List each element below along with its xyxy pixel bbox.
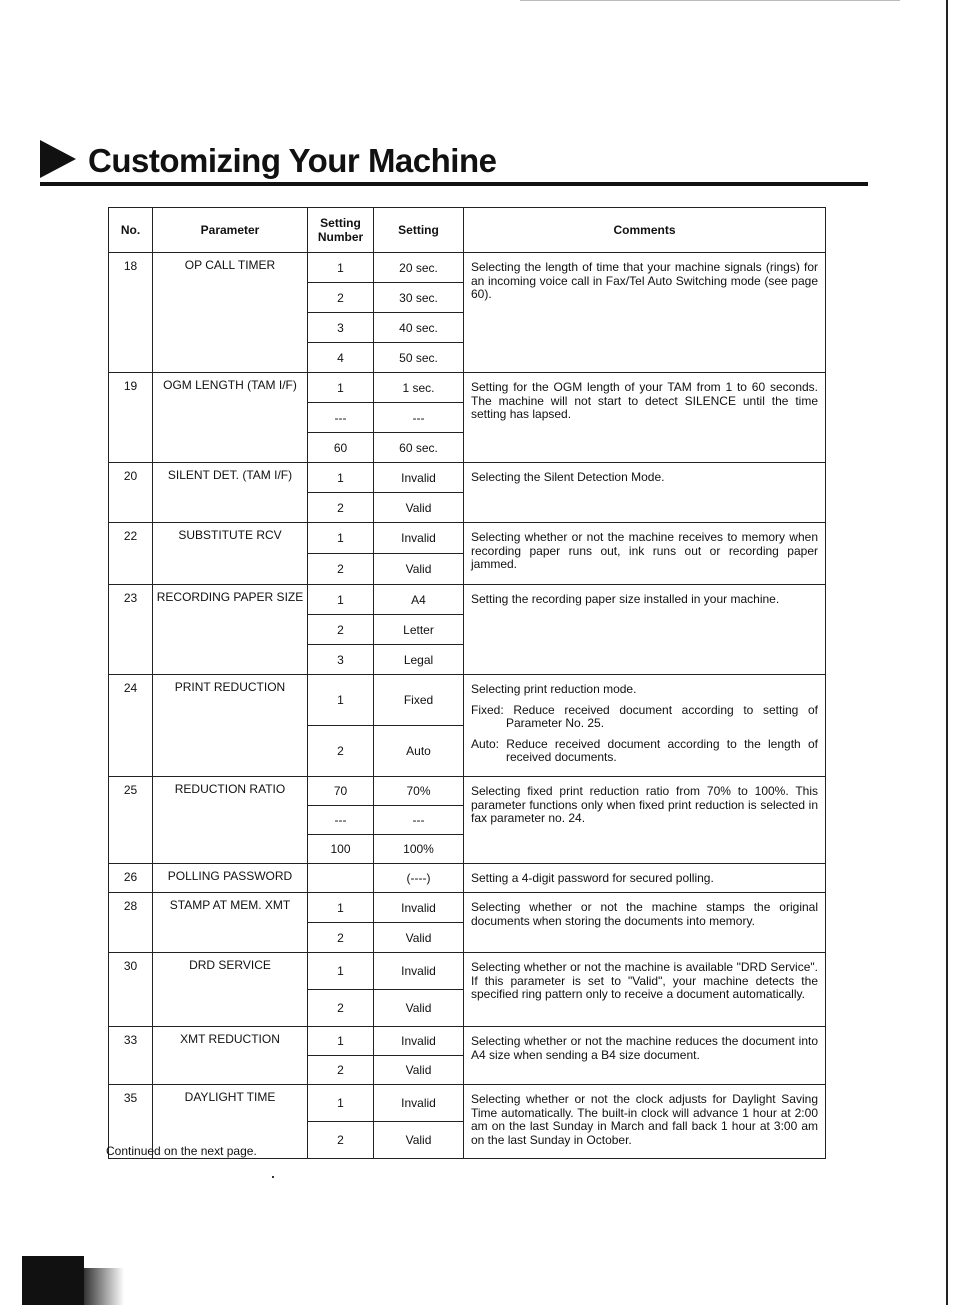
setting-number: 2 <box>308 1056 374 1085</box>
col-header-no: No. <box>109 208 153 253</box>
setting-value: A4 <box>374 585 464 615</box>
param-number: 23 <box>109 585 153 675</box>
title-underline <box>40 182 868 186</box>
setting-value: Invalid <box>374 1085 464 1122</box>
param-comment <box>464 864 826 893</box>
param-name: OP CALL TIMER <box>153 253 308 373</box>
setting-number: 1 <box>308 953 374 990</box>
param-name: DRD SERVICE <box>153 953 308 1027</box>
setting-number: 3 <box>308 645 374 675</box>
param-number: 30 <box>109 953 153 1027</box>
setting-number: 2 <box>308 615 374 645</box>
setting-value: Invalid <box>374 463 464 493</box>
param-name: XMT REDUCTION <box>153 1027 308 1085</box>
page-title: Customizing Your Machine <box>88 142 497 179</box>
col-header-setting: Setting <box>374 208 464 253</box>
param-number: 22 <box>109 523 153 585</box>
comment-line: Selecting whether or not the machine receives to memory when recording paper runs out, ink runs out or recording paper jammed. <box>471 530 818 571</box>
param-name: SUBSTITUTE RCV <box>153 523 308 585</box>
param-comment <box>464 1027 826 1085</box>
setting-number <box>308 864 374 893</box>
setting-value: Fixed <box>374 675 464 726</box>
param-number: 26 <box>109 864 153 893</box>
page-tab-marker <box>22 1256 84 1305</box>
param-name: POLLING PASSWORD <box>153 864 308 893</box>
param-number: 24 <box>109 675 153 777</box>
print-speck <box>272 1176 274 1178</box>
parameter-table <box>108 207 826 1159</box>
setting-value: (----) <box>374 864 464 893</box>
setting-value: Valid <box>374 1122 464 1159</box>
param-comment <box>464 953 826 1027</box>
setting-value: 20 sec. <box>374 253 464 283</box>
param-comment <box>464 585 826 675</box>
setting-number: 2 <box>308 283 374 313</box>
setting-number: 60 <box>308 433 374 463</box>
comment-line: Setting a 4-digit password for secured polling. <box>471 871 714 885</box>
table-row <box>109 893 826 923</box>
param-number: 20 <box>109 463 153 523</box>
setting-value: --- <box>374 806 464 835</box>
setting-number: 4 <box>308 343 374 373</box>
continued-note: Continued on the next page. <box>106 1144 257 1158</box>
setting-value: Legal <box>374 645 464 675</box>
setting-value: Auto <box>374 726 464 777</box>
param-number: 25 <box>109 777 153 864</box>
setting-number: 1 <box>308 675 374 726</box>
table-row <box>109 463 826 493</box>
table-row <box>109 777 826 806</box>
setting-value: 100% <box>374 835 464 864</box>
setting-value: Valid <box>374 1056 464 1085</box>
setting-number: 2 <box>308 1122 374 1159</box>
col-header-parameter: Parameter <box>153 208 308 253</box>
table-row <box>109 1085 826 1122</box>
setting-number: 1 <box>308 1027 374 1056</box>
setting-number: 2 <box>308 923 374 953</box>
setting-value: Invalid <box>374 1027 464 1056</box>
setting-number: 100 <box>308 835 374 864</box>
setting-number: 2 <box>308 990 374 1027</box>
comment-line: Selecting whether or not the machine stamps the original documents when storing the documents into memory. <box>471 900 818 928</box>
setting-value: 70% <box>374 777 464 806</box>
param-name: DAYLIGHT TIME <box>153 1085 308 1159</box>
setting-value: Valid <box>374 923 464 953</box>
top-edge-rule <box>520 0 900 1</box>
param-name: OGM LENGTH (TAM I/F) <box>153 373 308 463</box>
setting-number: 1 <box>308 253 374 283</box>
param-comment <box>464 253 826 373</box>
setting-value: 30 sec. <box>374 283 464 313</box>
setting-number: --- <box>308 806 374 835</box>
param-comment <box>464 523 826 585</box>
setting-value: 60 sec. <box>374 433 464 463</box>
table-row <box>109 1027 826 1056</box>
setting-value: Invalid <box>374 523 464 554</box>
comment-line: Fixed: Reduce received document according to setting of Parameter No. 25. <box>471 702 818 730</box>
setting-number: 3 <box>308 313 374 343</box>
comment-line: Selecting fixed print reduction ratio from 70% to 100%. This parameter functions only when fixed print reduction is selected in fax parameter no. 24. <box>471 784 818 825</box>
table-row <box>109 373 826 403</box>
setting-value: --- <box>374 403 464 433</box>
param-number: 19 <box>109 373 153 463</box>
comment-line: Selecting whether or not the clock adjusts for Daylight Saving Time automatically. The built-in clock will advance 1 hour at 2:00 am on the last Sunday in March and fall back 1 hour at 3:00 am on the last Sunday in October. <box>471 1092 818 1147</box>
table-row <box>109 675 826 726</box>
setting-value: 40 sec. <box>374 313 464 343</box>
param-name: RECORDING PAPER SIZE <box>153 585 308 675</box>
param-number: 28 <box>109 893 153 953</box>
table-row <box>109 585 826 615</box>
param-name: REDUCTION RATIO <box>153 777 308 864</box>
setting-number: 1 <box>308 523 374 554</box>
setting-value: 50 sec. <box>374 343 464 373</box>
setting-value: Invalid <box>374 953 464 990</box>
setting-number: 70 <box>308 777 374 806</box>
table-row <box>109 253 826 283</box>
param-name: PRINT REDUCTION <box>153 675 308 777</box>
right-edge-rule <box>946 0 948 1305</box>
param-comment <box>464 777 826 864</box>
comment-line: Selecting whether or not the machine is available "DRD Service". If this parameter is set to "Valid", your machine detects the specified ring pattern only to receive a document automatically. <box>471 960 818 1001</box>
setting-value: Invalid <box>374 893 464 923</box>
table-body <box>109 253 826 1159</box>
setting-number: 1 <box>308 1085 374 1122</box>
param-name: STAMP AT MEM. XMT <box>153 893 308 953</box>
setting-number: 1 <box>308 373 374 403</box>
arrow-bullet-icon <box>40 140 76 178</box>
setting-number: --- <box>308 403 374 433</box>
setting-value: 1 sec. <box>374 373 464 403</box>
setting-number: 2 <box>308 493 374 523</box>
param-number: 18 <box>109 253 153 373</box>
param-name: SILENT DET. (TAM I/F) <box>153 463 308 523</box>
setting-value: Letter <box>374 615 464 645</box>
param-number: 33 <box>109 1027 153 1085</box>
param-comment <box>464 463 826 523</box>
setting-number: 1 <box>308 463 374 493</box>
comment-line: Setting the recording paper size installed in your machine. <box>471 592 780 606</box>
comment-line: Selecting whether or not the machine reduces the document into A4 size when sending a B4 size document. <box>471 1034 818 1062</box>
setting-value: Valid <box>374 554 464 585</box>
comment-line: Selecting print reduction mode. <box>471 682 637 696</box>
comment-line: Setting for the OGM length of your TAM from 1 to 60 seconds. The machine will not start to detect SILENCE until the time setting has lapsed. <box>471 380 818 421</box>
comment-line: Auto: Reduce received document according to the length of received documents. <box>471 736 818 764</box>
param-comment <box>464 373 826 463</box>
table-header-row <box>109 208 826 253</box>
table-row <box>109 953 826 990</box>
setting-number: 2 <box>308 554 374 585</box>
table-row <box>109 864 826 893</box>
param-comment <box>464 1085 826 1159</box>
setting-value: Valid <box>374 493 464 523</box>
page-tab-fade <box>84 1268 124 1305</box>
comment-line: Selecting the length of time that your machine signals (rings) for an incoming voice call in Fax/Tel Auto Switching mode (see page 60). <box>471 260 818 301</box>
setting-number: 1 <box>308 585 374 615</box>
comment-line: Selecting the Silent Detection Mode. <box>471 470 665 484</box>
setting-number: 2 <box>308 726 374 777</box>
col-header-comments: Comments <box>464 208 826 253</box>
table-row <box>109 523 826 554</box>
col-header-setting-number: Setting Number <box>308 208 374 253</box>
param-comment <box>464 675 826 777</box>
param-comment <box>464 893 826 953</box>
setting-value: Valid <box>374 990 464 1027</box>
section-header <box>40 140 496 180</box>
setting-number: 1 <box>308 893 374 923</box>
param-number: 35 <box>109 1085 153 1159</box>
